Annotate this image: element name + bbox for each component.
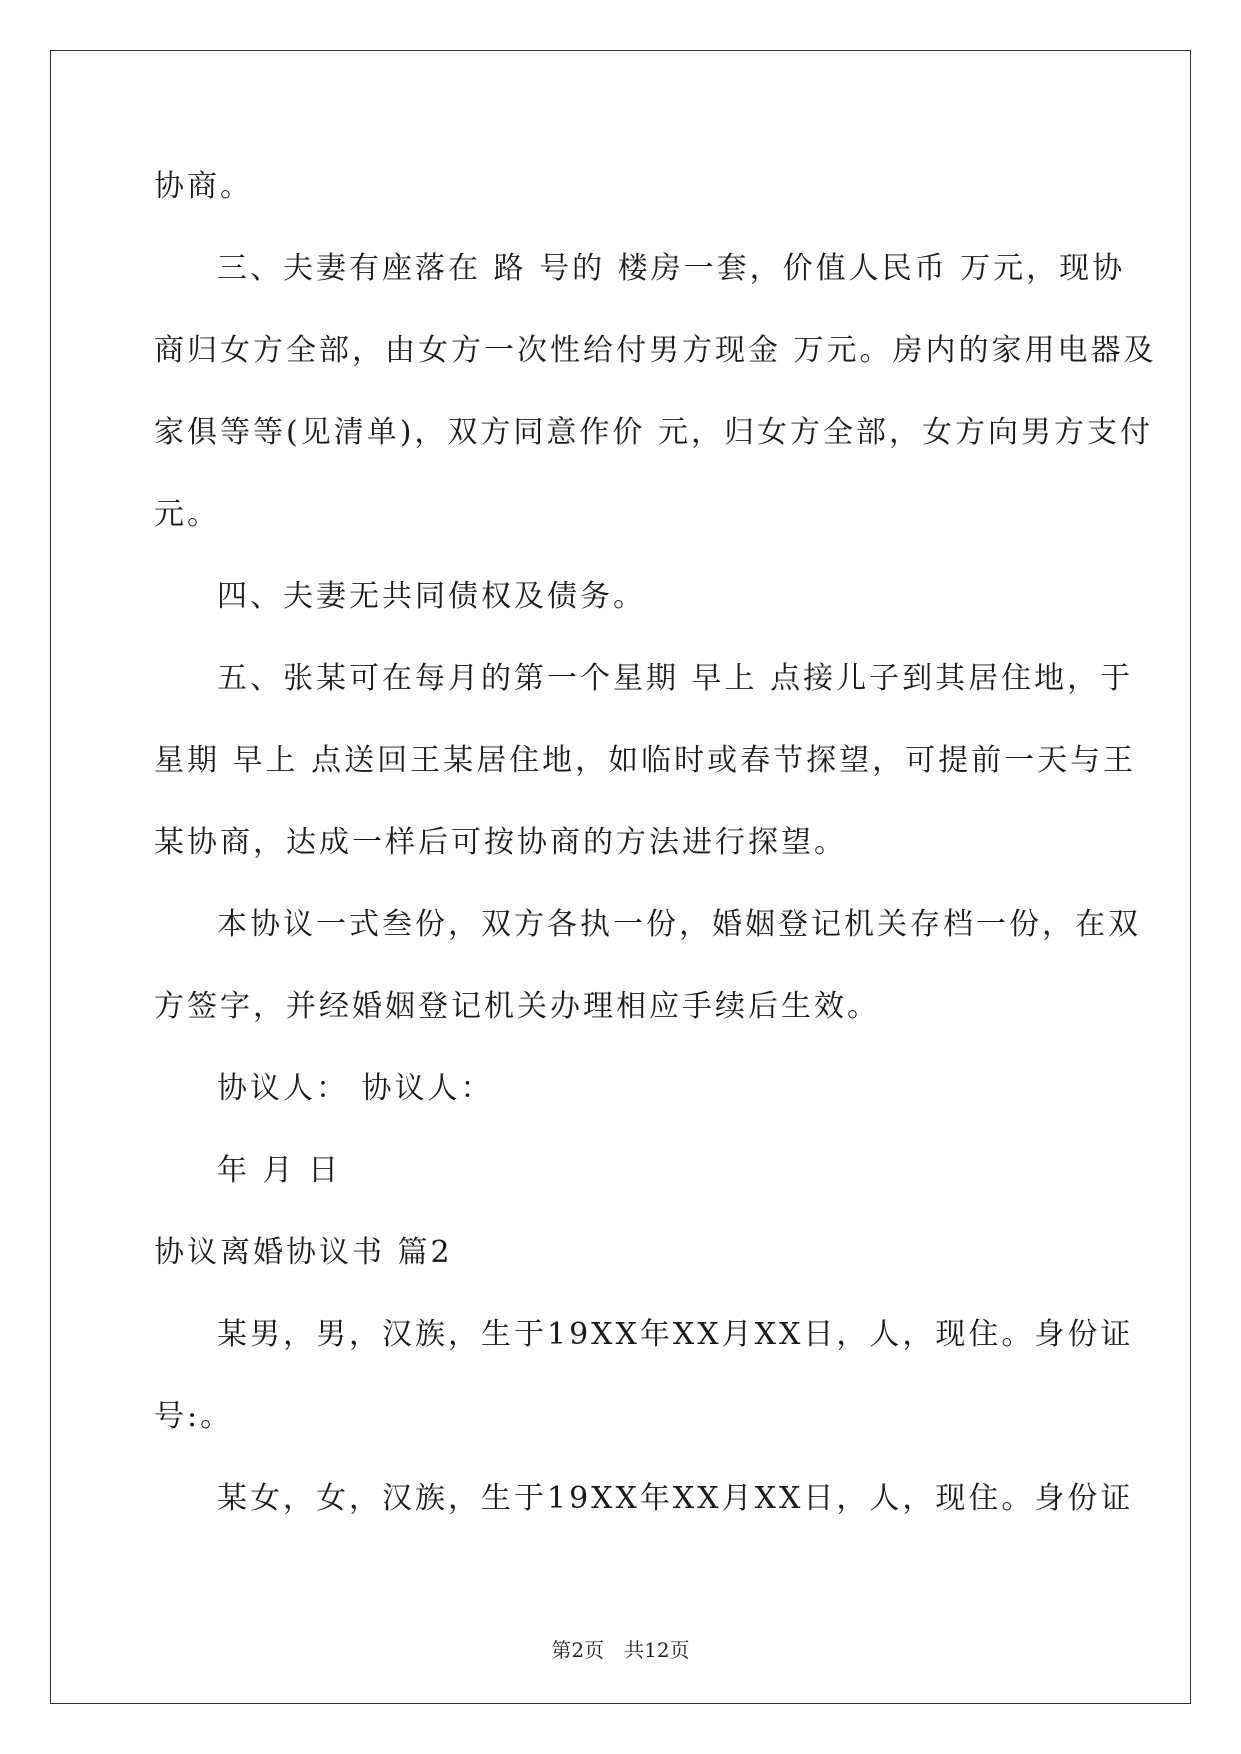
paragraph-line: 本协议一式叁份，双方各执一份，婚姻登记机关存档一份，在双 xyxy=(217,907,1141,942)
paragraph-line: 三、夫妻有座落在 路 号的 楼房一套，价值人民币 万元，现协 xyxy=(217,251,1126,286)
paragraph-line: 协商。 xyxy=(154,169,253,204)
paragraph-line: 商归女方全部，由女方一次性给付男方现金 万元。房内的家用电器及 xyxy=(154,333,1157,368)
paragraph-line: 某协商，达成一样后可按协商的方法进行探望。 xyxy=(154,825,847,860)
paragraph-line: 号:。 xyxy=(154,1399,234,1434)
paragraph-line: 星期 早上 点送回王某居住地，如临时或春节探望，可提前一天与王 xyxy=(154,743,1137,778)
date-line: 年 月 日 xyxy=(217,1153,342,1188)
paragraph-line: 方签字，并经婚姻登记机关办理相应手续后生效。 xyxy=(154,989,880,1024)
page-number: 第2页 共12页 xyxy=(551,1638,690,1662)
document-body xyxy=(154,162,1157,1556)
paragraph-line: 元。 xyxy=(154,497,220,532)
section-heading: 协议离婚协议书 篇2 xyxy=(154,1235,453,1270)
paragraph-line: 某女，女，汉族，生于19XX年XX月XX日，人，现住。身份证 xyxy=(217,1481,1134,1516)
signature-line: 协议人： 协议人： xyxy=(217,1071,494,1106)
paragraph-line: 某男，男，汉族，生于19XX年XX月XX日，人，现住。身份证 xyxy=(217,1317,1134,1352)
paragraph-line: 五、张某可在每月的第一个星期 早上 点接儿子到其居住地，于 xyxy=(217,661,1134,696)
paragraph-line: 四、夫妻无共同债权及债务。 xyxy=(217,579,646,614)
paragraph-line: 家俱等等(见清单)，双方同意作价 元，归女方全部，女方向男方支付 xyxy=(154,415,1153,450)
